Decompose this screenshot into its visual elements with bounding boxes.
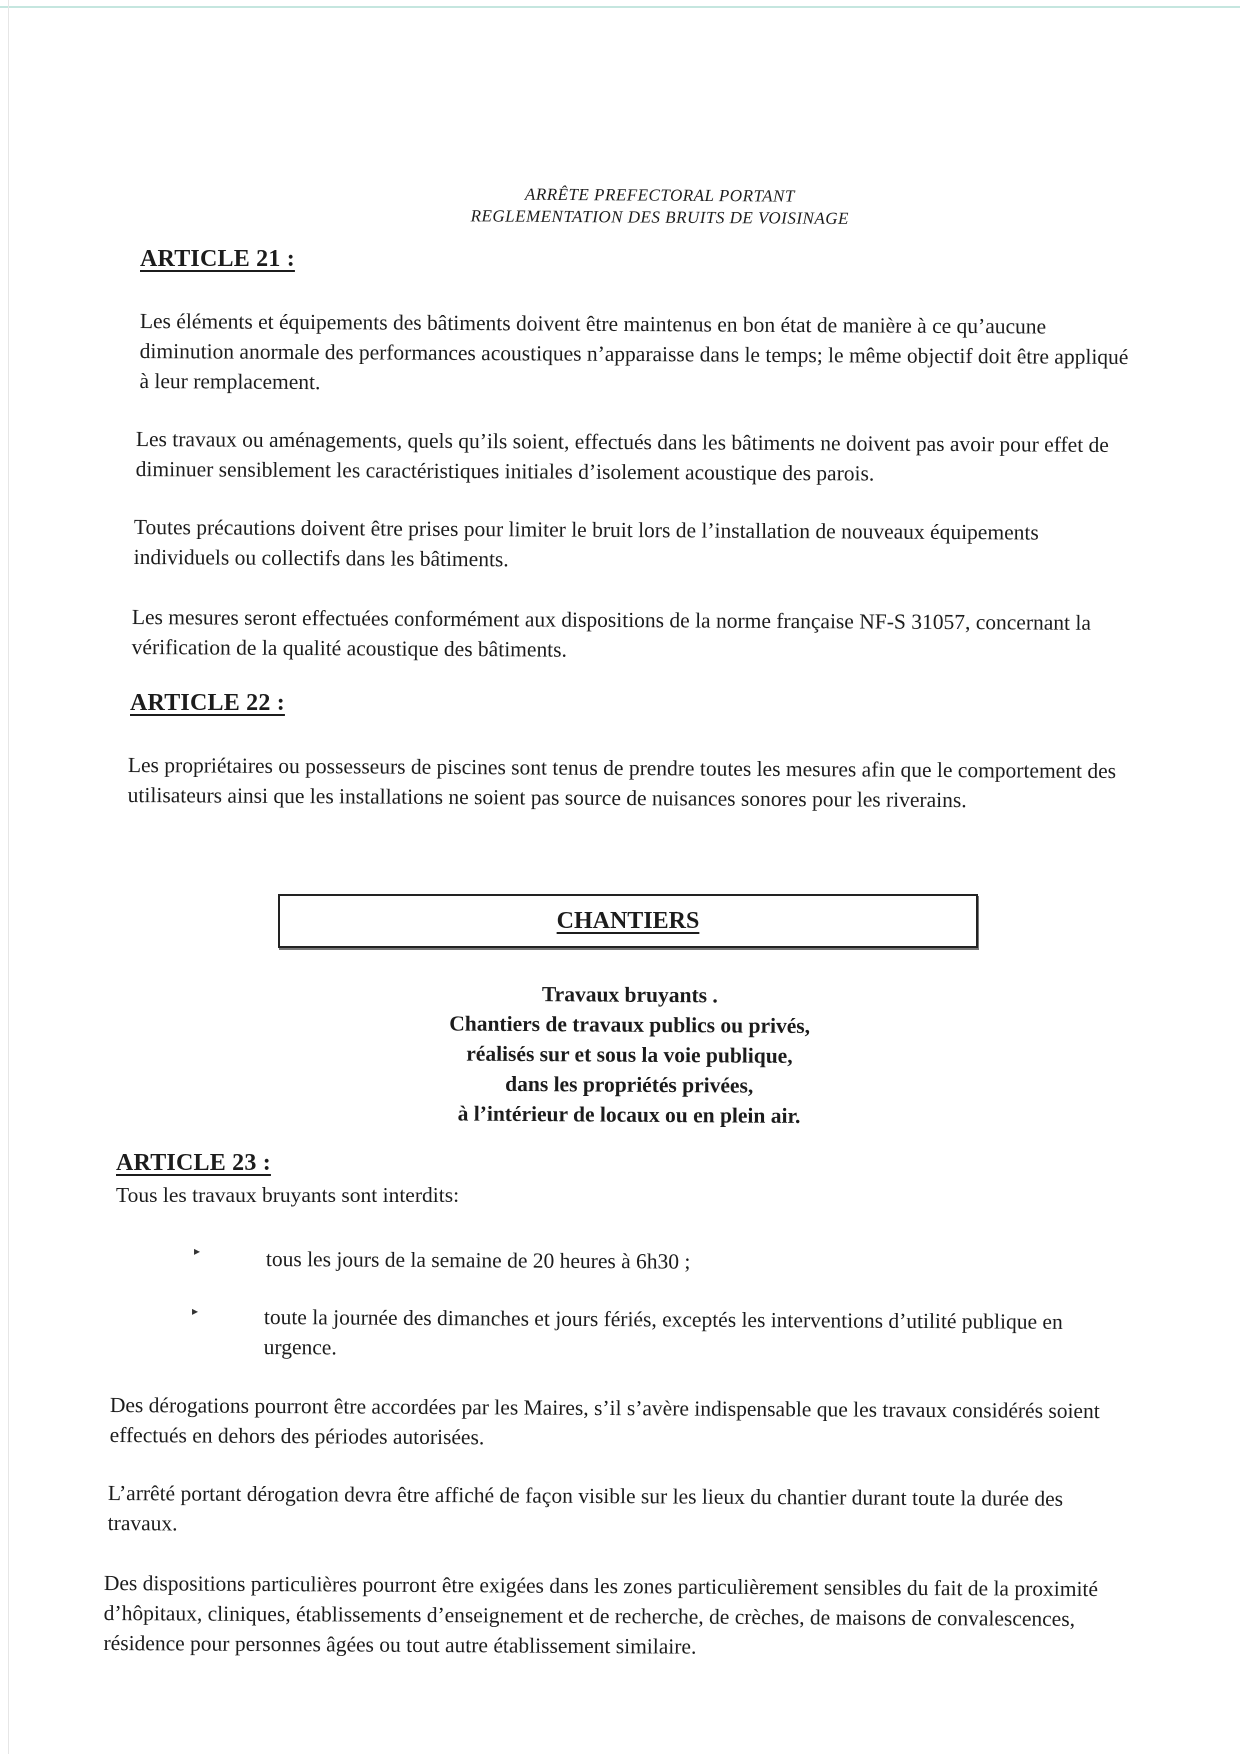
subtitle-line-3: réalisés sur et sous la voie publique, xyxy=(466,1041,793,1068)
article-21-paragraph-1: Les éléments et équipements des bâtiments doivent être maintenus en bon état de manière à ce qu’aucune diminution anormale des performances acoustiques n’apparaisse dans le temps; le même objectif doit être appliqué à leur remplacement. xyxy=(139,308,1129,395)
subtitle-line-2: Chantiers de travaux publics ou privés, xyxy=(449,1011,811,1039)
chantiers-section-box xyxy=(278,894,978,948)
header-line-1: ARRÊTE PREFECTORAL PORTANT xyxy=(524,184,795,206)
article-21-title: ARTICLE 21 : xyxy=(140,246,295,272)
chantiers-section-title: CHANTIERS xyxy=(556,907,700,934)
document-header xyxy=(420,183,900,230)
article-21-paragraph-2: Les travaux ou aménagements, quels qu’ils soient, effectués dans les bâtiments ne doivent pas avoir pour effet de diminuer sensiblement les caractéristiques initiales d’isolement acoustique des parois. xyxy=(135,426,1109,486)
article-21-paragraph-3: Toutes précautions doivent être prises pour limiter le bruit lors de l’installation de nouveaux équipements individuels ou collectifs dans les bâtiments. xyxy=(133,514,1039,572)
article-22-paragraph-1: Les propriétaires ou possesseurs de piscines sont tenus de prendre toutes les mesures afin que le comportement des utilisateurs ainsi que les installations ne soient pas source de nuisances sonores pour les riverains. xyxy=(127,752,1117,813)
scan-edge xyxy=(8,0,9,1754)
article-23-title: ARTICLE 23 : xyxy=(116,1150,271,1176)
article-23-paragraph-1: Des dérogations pourront être accordées par les Maires, s’il s’avère indispensable que les travaux considérés soient effectués en dehors des périodes autorisées. xyxy=(109,1393,1100,1450)
article-23-intro: Tous les travaux bruyants sont interdits: xyxy=(116,1183,460,1207)
chantiers-subtitle xyxy=(379,978,880,1131)
header-line-2: REGLEMENTATION DES BRUITS DE VOISINAGE xyxy=(470,206,849,228)
article-23-bullet-2: toute la journée des dimanches et jours fériés, exceptés les interventions d’utilité publique en urgence. xyxy=(263,1305,1063,1360)
article-22-title: ARTICLE 22 : xyxy=(130,690,285,716)
subtitle-line-5: à l’intérieur de locaux ou en plein air. xyxy=(457,1101,801,1128)
subtitle-line-4: dans les propriétés privées, xyxy=(505,1071,754,1098)
subtitle-line-1: Travaux bruyants . xyxy=(541,982,718,1008)
article-23-bullet-1: tous les jours de la semaine de 20 heures à 6h30 ; xyxy=(265,1247,691,1274)
triangle-bullet-icon: ▸ xyxy=(192,1304,199,1318)
article-23-paragraph-3: Des dispositions particulières pourront être exigées dans les zones particulièrement sensibles du fait de la proximité d’hôpitaux, cliniques, établissements d’enseignement et de recherche, de crèches, de maisons de convalescences, résidence pour personnes âgées ou tout autre établissement similaire. xyxy=(103,1571,1099,1659)
scan-border-line xyxy=(0,6,1240,8)
triangle-bullet-icon: ▸ xyxy=(194,1244,201,1258)
article-23-paragraph-2: L’arrêté portant dérogation devra être affiché de façon visible sur les lieux du chantier durant toute la durée des travaux. xyxy=(107,1481,1064,1536)
article-21-paragraph-4: Les mesures seront effectuées conformément aux dispositions de la norme française NF-S 31057, concernant la vérification de la qualité acoustique des bâtiments. xyxy=(131,604,1092,662)
